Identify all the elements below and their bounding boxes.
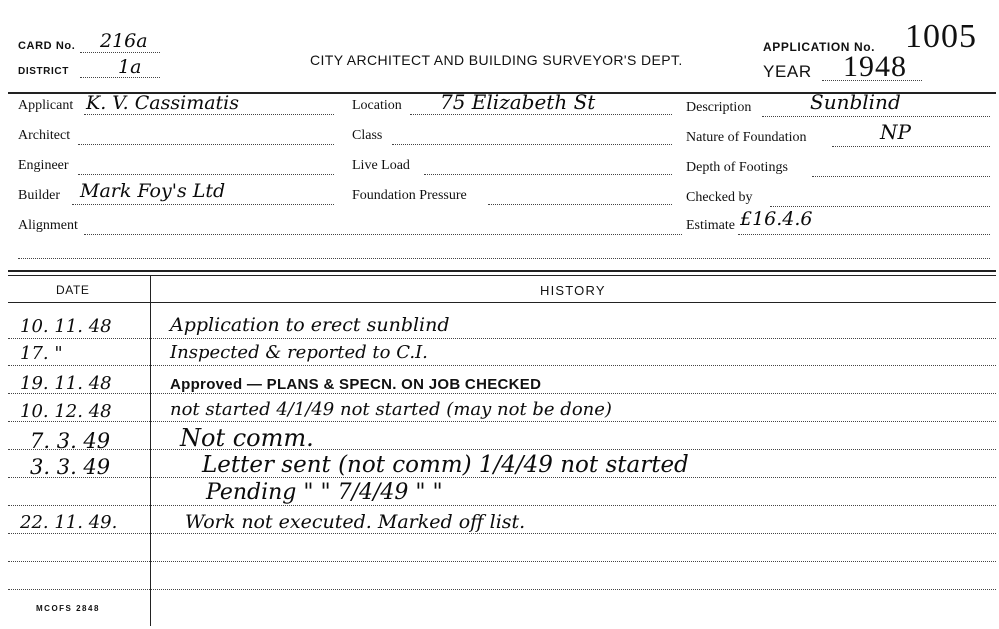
history-row-4-date: 10. 12. 48: [20, 401, 112, 422]
description-label: Description: [686, 100, 752, 115]
alignment-label: Alignment: [18, 218, 78, 233]
card-no-value: 216a: [100, 30, 148, 52]
application-no-value: 1005: [905, 18, 977, 55]
applicant-value: K. V. Cassimatis: [86, 92, 240, 114]
foundation-pressure-label: Foundation Pressure: [352, 188, 467, 203]
class-label: Class: [352, 128, 383, 143]
description-value: Sunblind: [810, 90, 901, 114]
history-row-6-date: 3. 3. 49: [30, 455, 111, 479]
history-row-3-date: 19. 11. 48: [20, 373, 112, 394]
history-row-1-text: Application to erect sunblind: [170, 314, 450, 336]
history-row-5-text: Not comm.: [180, 424, 314, 452]
date-column-header: DATE: [56, 283, 90, 297]
history-row-7-text: Pending " " 7/4/49 " ": [206, 480, 443, 505]
location-value: 75 Elizabeth St: [440, 90, 596, 114]
nature-foundation-label: Nature of Foundation: [686, 130, 807, 145]
history-row-4-text: not started 4/1/49 not started (may not be done): [170, 399, 612, 420]
engineer-label: Engineer: [18, 158, 69, 173]
history-row-8-text: Work not executed. Marked off list.: [185, 511, 526, 533]
history-row-5-date: 7. 3. 49: [30, 429, 111, 453]
estimate-label: Estimate: [686, 218, 735, 233]
district-value: 1a: [118, 56, 142, 78]
location-label: Location: [352, 98, 402, 113]
year-label: YEAR: [763, 62, 812, 81]
history-row-8-date: 22. 11. 49.: [20, 512, 118, 533]
district-label: DISTRICT: [18, 66, 69, 77]
form-code: MCOFS 2848: [36, 604, 100, 613]
history-row-2-date: 17. ": [20, 343, 63, 364]
history-row-6-text: Letter sent (not comm) 1/4/49 not started: [202, 452, 689, 478]
department-title: CITY ARCHITECT AND BUILDING SURVEYOR'S DEPT.: [310, 52, 683, 68]
architect-label: Architect: [18, 128, 71, 143]
depth-footings-label: Depth of Footings: [686, 160, 788, 175]
history-row-3-text: Approved — PLANS & SPECN. ON JOB CHECKED: [170, 376, 542, 393]
live-load-label: Live Load: [352, 158, 410, 173]
applicant-label: Applicant: [18, 98, 74, 113]
history-row-1-date: 10. 11. 48: [20, 316, 112, 337]
estimate-value: £16.4.6: [740, 208, 813, 230]
builder-value: Mark Foy's Ltd: [80, 180, 226, 202]
history-column-header: HISTORY: [540, 283, 606, 298]
checked-by-label: Checked by: [686, 190, 753, 205]
nature-foundation-value: NP: [880, 120, 911, 144]
application-no-label: APPLICATION No.: [763, 40, 876, 54]
history-row-2-text: Inspected & reported to C.I.: [170, 342, 428, 363]
builder-label: Builder: [18, 188, 60, 203]
year-value: 1948: [843, 50, 907, 83]
card-no-label: CARD No.: [18, 40, 76, 52]
